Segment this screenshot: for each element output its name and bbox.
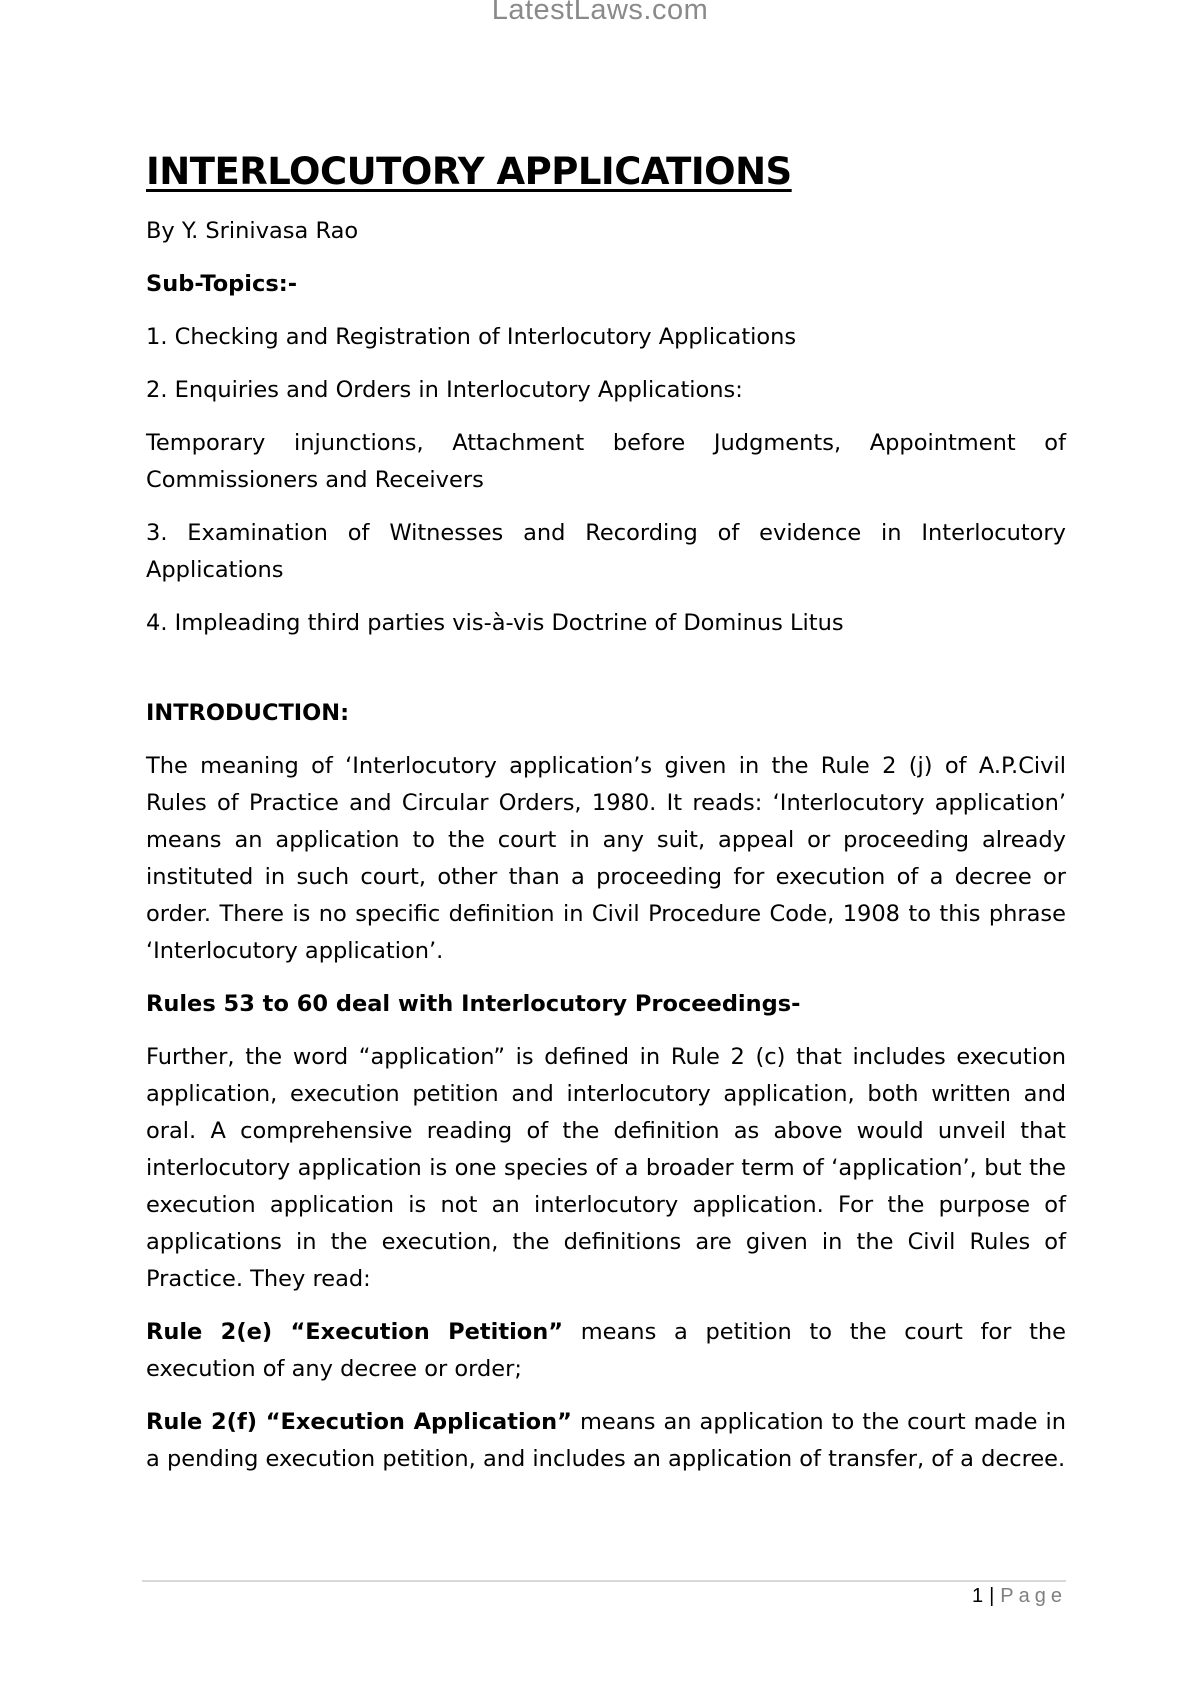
page-title: INTERLOCUTORY APPLICATIONS (146, 150, 792, 193)
rule-2f-text: means an application to the court made in a pending execution petition, and includes an application of transfer, of a decree. (146, 1409, 1067, 1472)
subtopics-heading: Sub-Topics:- (146, 271, 298, 297)
page-label: Page (1000, 1585, 1067, 1607)
footer-separator: | (989, 1585, 995, 1607)
rule-2e-label: Rule 2(e) “Execution Petition” (146, 1319, 564, 1345)
subtopic-item-3: 3. Examination of Witnesses and Recording of evidence in Interlocutory Applications (146, 520, 1066, 583)
rules-heading: Rules 53 to 60 deal with Interlocutory Proceedings- (146, 991, 801, 1017)
subtopic-item-2: 2. Enquiries and Orders in Interlocutory Applications: (146, 377, 743, 403)
introduction-heading: INTRODUCTION: (146, 700, 350, 726)
rule-2e-text: means a petition to the court for the execution of any decree or order; (146, 1319, 1066, 1382)
page-number: 1 (971, 1585, 984, 1607)
document-body (146, 150, 1066, 1494)
introduction-paragraph-1: The meaning of ‘Interlocutory application’s given in the Rule 2 (j) of A.P.Civil Rules of Practice and Circular Orders, 1980. It reads: ‘Interlocutory application’ means an application to the court in any suit, appeal or proceeding already instituted in such court, other than a proceeding for execution of a decree or order. There is no specific definition in Civil Procedure Code, 1908 to this phrase ‘Interlocutory application’. (146, 753, 1066, 964)
rule-2f-definition (146, 1404, 1066, 1478)
subtopic-item-2-detail: Temporary injunctions, Attachment before Judgments, Appointment of Commissioners and Receivers (146, 430, 1066, 493)
page-footer (972, 1585, 1067, 1608)
rule-2f-label: Rule 2(f) “Execution Application” (146, 1409, 572, 1435)
subtopic-item-1: 1. Checking and Registration of Interlocutory Applications (146, 324, 797, 350)
watermark-text: LatestLaws.com (491, 0, 709, 26)
section-spacer (146, 658, 1066, 695)
rule-2e-definition (146, 1314, 1066, 1388)
footer-divider (142, 1580, 1066, 1582)
author-line: By Y. Srinivasa Rao (146, 218, 359, 244)
introduction-paragraph-2: Further, the word “application” is defined in Rule 2 (c) that includes execution application, execution petition and interlocutory application, both written and oral. A comprehensive reading of the definition as above would unveil that interlocutory application is one species of a broader term of ‘application’, but the execution application is not an interlocutory application. For the purpose of applications in the execution, the definitions are given in the Civil Rules of Practice. They read: (146, 1044, 1066, 1292)
subtopic-item-4: 4. Impleading third parties vis-à-vis Doctrine of Dominus Litus (146, 610, 844, 636)
